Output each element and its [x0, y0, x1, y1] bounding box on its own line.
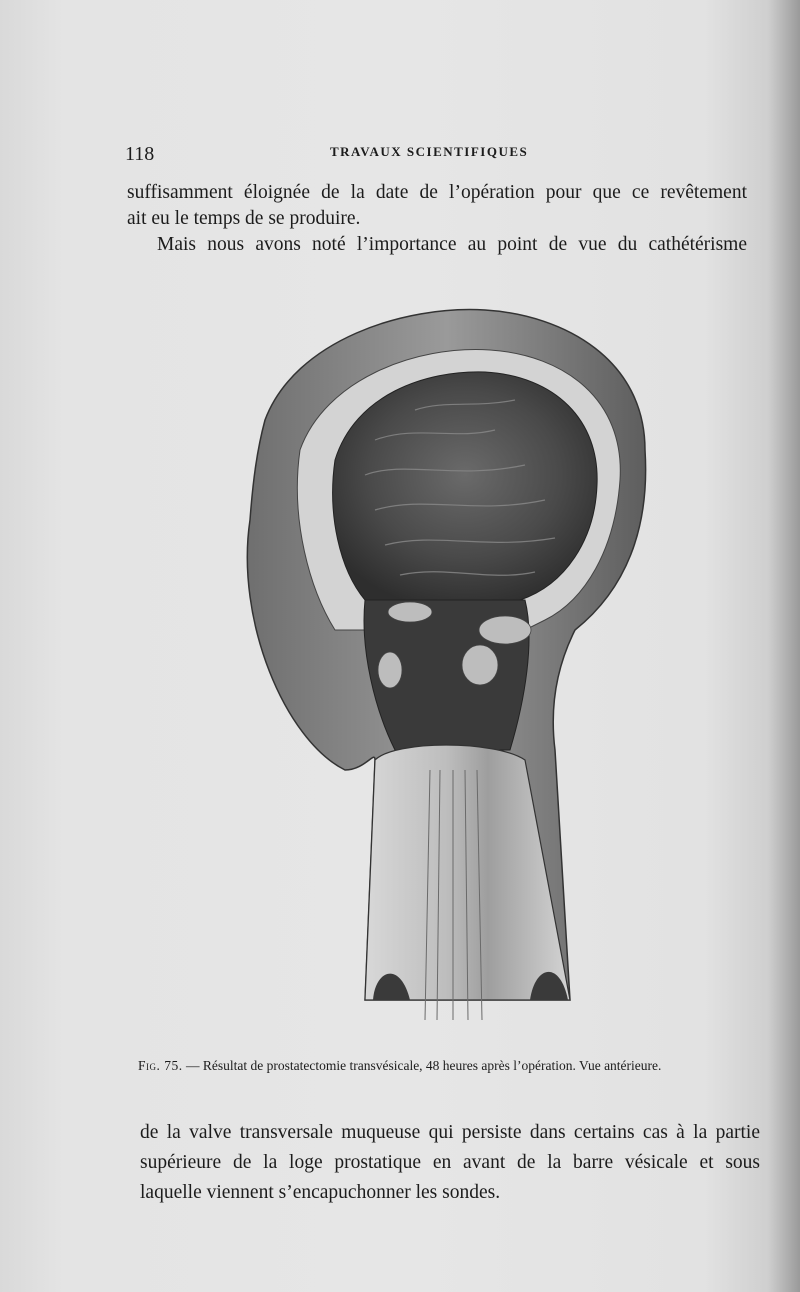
- top-paragraph: [127, 180, 747, 258]
- page-header: [0, 140, 800, 170]
- text-line: Mais nous avons noté l’importance au point de vue du cathétérisme: [157, 234, 747, 255]
- figure-caption: [138, 1058, 768, 1074]
- bladder-drawing: [225, 300, 665, 1040]
- bottom-paragraph: [140, 1118, 760, 1208]
- text-line: supérieure de la loge prostatique en avant de la barre vésicale et sous: [140, 1152, 760, 1173]
- page-number: 118: [125, 143, 155, 165]
- figure-caption-text: — Résultat de prostatectomie transvésicale, 48 heures après l’opération. Vue antérieure.: [186, 1058, 662, 1073]
- text-line: ait eu le temps de se produire.: [127, 208, 361, 229]
- figure-label: Fig. 75.: [138, 1058, 183, 1073]
- anatomical-illustration: [225, 300, 665, 1040]
- text-line: suffisamment éloignée de la date de l’opération pour que ce revêtement: [127, 182, 747, 203]
- text-line: de la valve transversale muqueuse qui persiste dans certains cas à la partie: [140, 1122, 760, 1143]
- text-line: laquelle viennent s’encapuchonner les sondes.: [140, 1182, 501, 1203]
- running-head: TRAVAUX SCIENTIFIQUES: [330, 144, 529, 159]
